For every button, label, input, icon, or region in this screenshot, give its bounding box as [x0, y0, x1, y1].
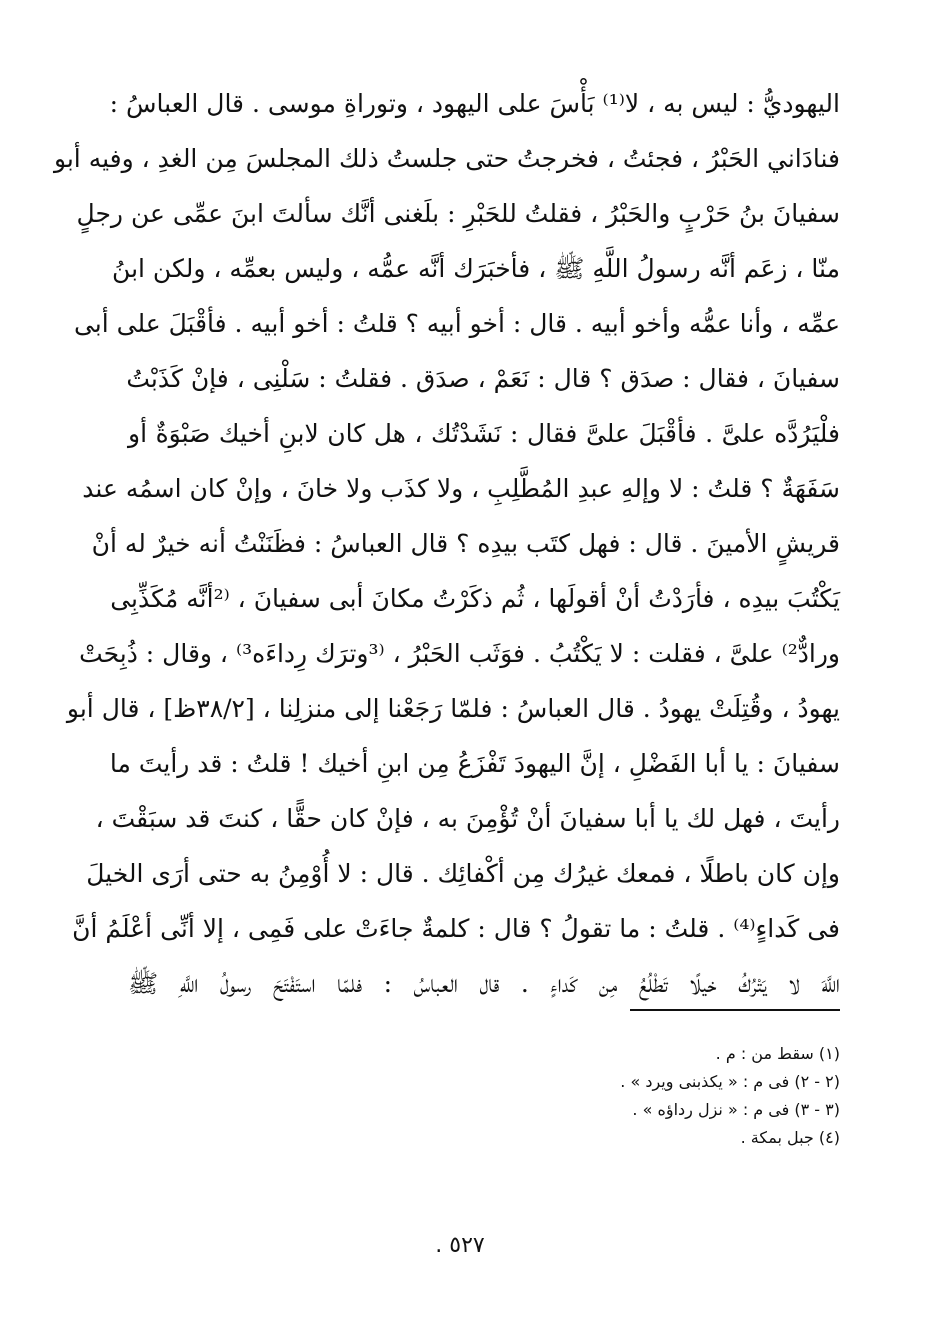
text-line: ورادٌّ²⁾ علىَّ ، فقلت : لا يَكْتُبُ . فوَثَب الحَبْرُ ، ⁽³وترَك رِداءَه³⁾ ، وقال : ذُبِحَتْ — [79, 639, 840, 668]
text-line: فنادَاني الحَبْرُ ، فجئتُ ، فخرجتُ حتى جلستُ ذلك المجلسَ مِن الغدِ ، وفيه أبو — [53, 144, 840, 173]
text-line: عمِّه ، وأنا عمُّه وأخو أبيه . قال : أخو أبيه ؟ قلتُ : أخو أبيه . فأقْبَلَ على أبى — [73, 309, 840, 338]
text-line: يَكْتُبَ بيدِه ، فأرَدْتُ أنْ أقولَها ، ثُم ذكَرْتُ مكانَ أبى سفيانَ ، ⁽²أنَّه مُكَذِّبِى — [110, 584, 840, 613]
text-line: فى كَداءٍ⁽⁴⁾ . قلتُ : ما تقولُ ؟ قال : كلمةٌ جاءَتْ على فَمِى ، إلا أنِّى أعْلَمُ أنَّ — [72, 914, 840, 943]
text-line: سَفَهَةٌ ؟ قلتُ : لا وإلهِ عبدِ المُطَّلِبِ ، ولا كذَب ولا خانَ ، وإنْ كان اسمُه عند — [82, 474, 840, 503]
footnote-separator — [630, 1009, 840, 1011]
footnotes — [430, 1040, 840, 1152]
text-line: اللَّهَ لا يَتْرُكُ خيلًا تَطْلُعُ مِن كَداءٍ . قال العباسُ : فلمّا استَفْتَحَ رسولُ اللَّهِ ﷺ — [128, 969, 840, 998]
text-line: اليهوديُّ : ليس به ، لا⁽¹⁾ بَأْسَ على اليهود ، وتوراةِ موسى . قال العباسُ : — [109, 89, 840, 118]
text-line: سفيانَ : يا أبا الفَضْلِ ، إنَّ اليهودَ تَفْزَعُ مِن ابنِ أخيك ! قلتُ : قد رأيتَ ما — [109, 749, 840, 778]
text-line: رأيتَ ، فهل لك يا أبا سفيانَ أنْ تُؤْمِنَ به ، فإنْ كان حقًّا ، كنتَ قد سبَقْتَ ، — [95, 804, 840, 833]
footnote: (٤) جبل بمكة . — [740, 1128, 840, 1147]
footnote: (٢ - ٢) فى م : « يكذبنى ويرد » . — [620, 1072, 840, 1091]
page-number — [400, 1233, 520, 1258]
text-line: فلْيَرُدَّه علىَّ . فأقْبَلَ علىَّ فقال : نَشَدْتُك ، هل كان لابنِ أخيك صَبْوَةٌ أو — [128, 419, 840, 448]
text-line: سفيانَ بنُ حَرْبٍ والحَبْرُ ، فقلتُ للحَبْرِ : بلَغنى أنَّك سألتَ ابنَ عمِّى عن رجلٍ — [76, 199, 840, 228]
text-line: سفيانَ ، فقال : صدَق ؟ قال : نَعَمْ ، صدَق . فقلتُ : سَلْنِى ، فإنْ كَذَبْتُ — [126, 364, 840, 393]
page-number-mark: . — [435, 1233, 443, 1258]
footnote: (٣ - ٣) فى م : « نزل رداؤه » . — [632, 1100, 840, 1119]
main-text — [53, 76, 840, 1011]
text-line: منّا ، زعَم أنَّه رسولُ اللَّهِ ﷺ ، فأخبَرَك أنَّه عمُّه ، وليس بعمِّه ، ولكن ابنُ — [112, 254, 840, 283]
page-number-value: ٥٢٧ — [449, 1233, 485, 1258]
text-line: قريشٍ الأمينَ . قال : فهل كتَب بيدِه ؟ قال العباسُ : فظَنَنْتُ أنه خيرٌ له أنْ — [91, 529, 840, 558]
text-line: وإن كان باطلًا ، فمعك غيرُك مِن أكْفائِك . قال : لا أُوْمِنُ به حتى أرَى الخيلَ — [86, 859, 840, 888]
footnote: (١) سقط من : م . — [715, 1044, 840, 1063]
text-line: يهودُ ، وقُتِلَتْ يهودُ . قال العباسُ : فلمّا رَجَعْنا إلى منزلِنا ، [٣٨/٢ظ] ، قال أبو — [66, 694, 840, 723]
